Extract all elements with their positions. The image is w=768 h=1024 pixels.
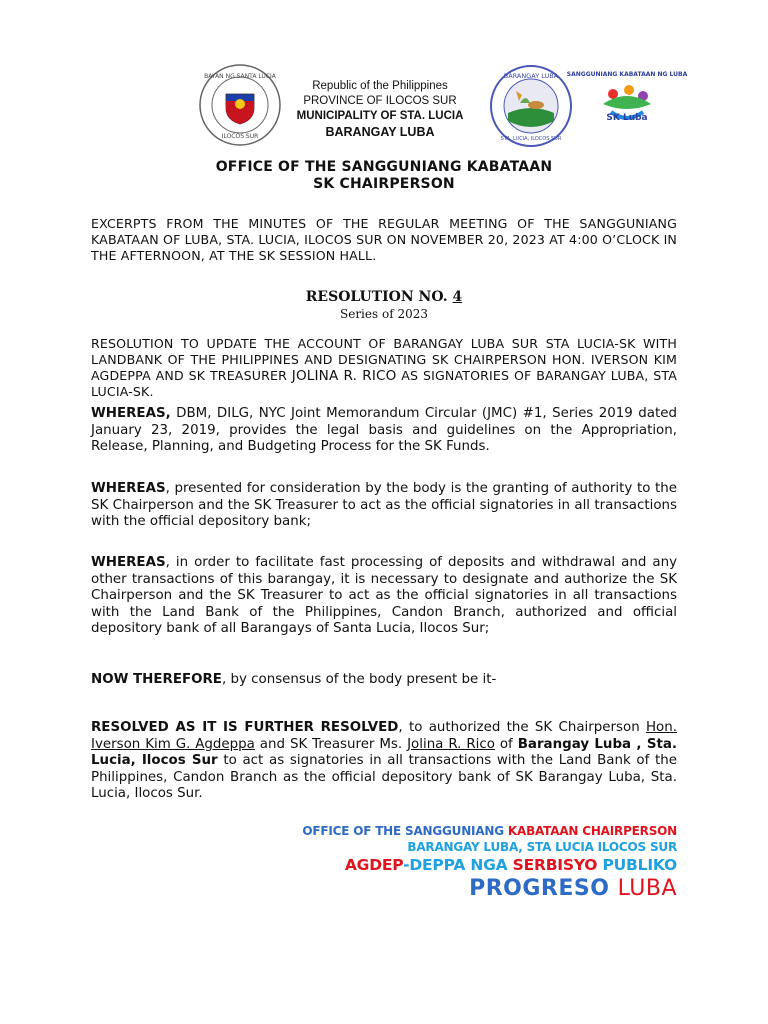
footer-slogan-line [345, 856, 677, 874]
footer-luba: LUBA [617, 876, 677, 901]
now-therefore-text: , by consensus of the body present be it- [221, 672, 497, 687]
whereas-3 [91, 555, 677, 638]
excerpt-paragraph: EXCERPTS FROM THE MINUTES OF THE REGULAR MEETING OF THE SANGGUNIANG KABATAAN OF LUBA, STA. LUCIA, ILOCOS SUR ON NOVEMBER 20, 2023 AT 4:00 O’CLOCK IN THE AFTERNOON, AT THE SK SESSION HALL. [91, 216, 677, 263]
whereas-1 [91, 406, 677, 456]
footer-progreso: PROGRESO [469, 876, 618, 901]
resolution-title-text: RESOLUTION TO UPDATE THE ACCOUNT OF BARANGAY LUBA SUR STA LUCIA-SK WITH LANDBANK OF THE PHILIPPINES AND DESIGNATING SK CHAIRPERSON HON. IVERSON KIM AGDEPPA AND SK TREASURER [91, 336, 677, 383]
resolved-lead: RESOLVED AS IT IS FURTHER RESOLVED [91, 720, 399, 735]
header-municipality: MUNICIPALITY OF STA. LUCIA [296, 110, 464, 122]
svg-text:SK Luba: SK Luba [606, 113, 648, 123]
footer-slogan-publiko: PUBLIKO [602, 856, 677, 874]
footer-office-blue: OFFICE OF THE SANGGUNIANG [302, 824, 508, 838]
resolution-number-value: 4 [452, 289, 463, 305]
footer-address-line: BARANGAY LUBA, STA LUCIA ILOCOS SUR [407, 840, 677, 854]
header-barangay: BARANGAY LUBA [325, 125, 435, 139]
svg-text:BAYAN NG SANTA LUCIA: BAYAN NG SANTA LUCIA [204, 73, 276, 80]
resolved-barangay: Barangay Luba , Sta. Lucia, Ilocos Sur [91, 736, 678, 769]
whereas-1-lead: WHEREAS, [91, 406, 171, 421]
resolved-treasurer-name: Jolina R. Rico [407, 736, 495, 752]
footer-slogan-serbisyo: SERBISYO [512, 856, 603, 874]
whereas-3-text: , in order to facilitate fast processing of deposits and withdrawal and any other transactions of this barangay, it is necessary to designate and authorize the SK Chairperson and the SK Treasurer to act as the official signatories in all transactions with the Land Bank of the Philippines, Candon Branch, authorized and official depository bank of all Barangays of Santa Lucia, Ilocos Sur; [91, 555, 677, 637]
svg-text:STA. LUCIA, ILOCOS SUR: STA. LUCIA, ILOCOS SUR [500, 136, 562, 142]
footer-office-line [302, 824, 677, 838]
office-title: OFFICE OF THE SANGGUNIANG KABATAAN [215, 159, 553, 175]
resolution-number [0, 289, 768, 305]
barangay-seal-logo [490, 65, 572, 147]
header-province: PROVINCE OF ILOCOS SUR [303, 95, 457, 107]
whereas-2 [91, 481, 677, 531]
resolution-title-treasurer: JOLINA R. RICO [291, 368, 397, 384]
resolution-title [91, 336, 677, 400]
footer-office-red: KABATAAN CHAIRPERSON [507, 824, 677, 838]
resolved-text-4: to act as signatories in all transactions with the Land Bank of the Philippines, Candon Branch as the official depository bank of SK Barangay Luba, Sta. Lucia, Ilocos Sur. [91, 753, 678, 802]
resolved-paragraph [91, 720, 677, 803]
whereas-1-text: DBM, DILG, NYC Joint Memorandum Circular (JMC) #1, Series 2019 dated January 23, 2019, provides the legal basis and guidelines on the Appropriation, Release, Planning, and Budgeting Process for the SK Funds. [91, 406, 677, 455]
svg-text:SANGGUNIANG KABATAAN NG LUBA: SANGGUNIANG KABATAAN NG LUBA [566, 71, 688, 78]
now-therefore-lead: NOW THEREFORE [91, 672, 222, 687]
svg-text:BARANGAY LUBA: BARANGAY LUBA [503, 72, 559, 80]
resolved-text-2: and SK Treasurer Ms. [254, 736, 408, 752]
whereas-2-lead: WHEREAS [91, 481, 166, 496]
municipal-seal-logo [199, 64, 281, 146]
office-subtitle: SK CHAIRPERSON [313, 176, 455, 192]
resolved-chairperson-name: Hon. Iverson Kim G. Agdeppa [91, 720, 677, 752]
whereas-3-lead: WHEREAS [91, 555, 166, 570]
whereas-2-text: , presented for consideration by the body is the granting of authority to the SK Chairperson and the SK Treasurer to act as the official signatories in all transactions with the official depository bank; [91, 481, 677, 530]
footer-slogan-agdep: AGDEP [344, 856, 404, 874]
resolution-series: Series of 2023 [340, 307, 428, 321]
footer-slogan-deppa: -DEPPA NGA [403, 856, 513, 874]
svg-text:ILOCOS SUR: ILOCOS SUR [221, 133, 259, 140]
resolution-label: RESOLUTION NO. [305, 289, 453, 305]
resolution-title-text-end: AS SIGNATORIES OF BARANGAY LUBA, STA LUCIA-SK. [91, 368, 677, 399]
resolved-text-3: of [494, 736, 518, 752]
now-therefore [91, 672, 677, 689]
header-republic: Republic of the Philippines [312, 80, 448, 92]
footer-progreso-line [469, 876, 677, 901]
resolved-text-1: , to authorized the SK Chairperson [398, 720, 646, 735]
sk-luba-logo [566, 60, 688, 152]
